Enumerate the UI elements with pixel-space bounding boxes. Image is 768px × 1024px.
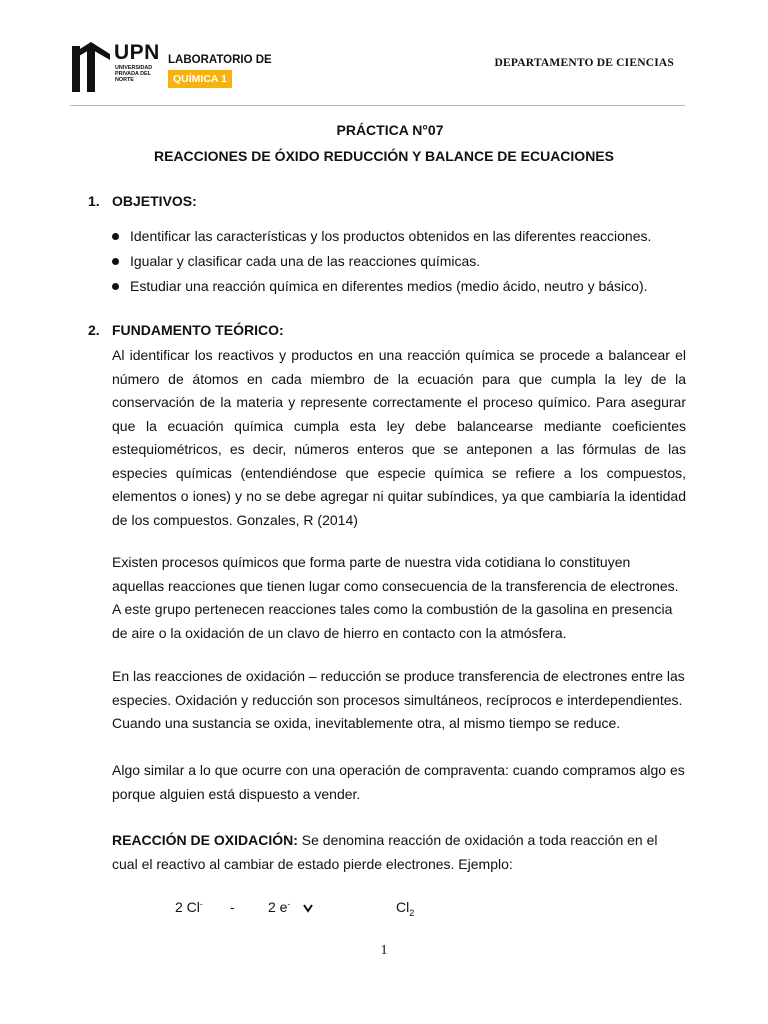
list-item [112, 274, 651, 299]
upn-logo [72, 42, 272, 94]
theory-heading-text: FUNDAMENTO TEÓRICO: [112, 322, 284, 338]
logo-lab-text: LABORATORIO DE [168, 54, 272, 66]
list-item [112, 224, 651, 249]
objective-text: Identificar las características y los productos obtenidos en las diferentes reacciones. [130, 228, 652, 244]
header-divider [70, 105, 685, 106]
objectives-heading [88, 193, 197, 209]
reactant-charge: - [199, 899, 203, 909]
reactant-text: 2 Cl [175, 899, 200, 915]
bullet-icon [112, 233, 119, 240]
page-number: 1 [380, 943, 388, 958]
oxidation-paragraph [112, 829, 686, 876]
oxidation-text: Se denomina reacción de oxidación a toda reacción en el cual el reactivo al cambiar de estado pierde electrones. Ejemplo: [112, 832, 658, 872]
bullet-icon [112, 283, 119, 290]
product-subscript: 2 [409, 907, 415, 918]
logo-upn-text: UPN [114, 41, 160, 64]
theory-paragraph-4: Algo similar a lo que ocurre con una operación de compraventa: cuando compramos algo es porque alguien está dispuesto a vender. [112, 762, 685, 802]
objective-text: Estudiar una reacción química en diferentes medios (medio ácido, neutro y básico). [130, 278, 648, 294]
objectives-number: 1. [88, 193, 100, 209]
theory-paragraph-1: Al identificar los reactivos y productos en una reacción química se procede a balancear el número de átomos en cada miembro de la ecuación para que cumpla la ley de la conservación de la materia y represente correctamente el proceso químico. Para asegurar que la ecuación química cumpla esta ley debe balancearse mediante coeficientes estequiométricos, es decir, números enteros que se anteponen a las fórmulas de las especies químicas (entendiéndose que especie química se refiere a los compuestos, elementos o iones) y no se debe agregar ni quitar subíndices, ya que cambiaría la identidad de los compuestos. Gonzales, R (2014) [112, 347, 686, 528]
page-header [0, 0, 768, 108]
theory-heading [88, 322, 284, 338]
logo-university-text: UNIVERSIDAD PRIVADA DEL NORTE [115, 65, 153, 83]
theory-paragraph-2: Existen procesos químicos que forma parte de nuestra vida cotidiana lo constituyen aquellas reacciones que tienen lugar como consecuencia de la transferencia de electrones. A este grupo pertenecen reacciones tales como la combustión de la gasolina en presencia de aire o la oxidación de un clavo de hierro en contacto con la atmósfera. [112, 554, 679, 641]
practice-topic: REACCIONES DE ÓXIDO REDUCCIÓN Y BALANCE DE ECUACIONES [154, 148, 614, 164]
department-name: DEPARTAMENTO DE CIENCIAS [494, 57, 674, 69]
objectives-list [112, 224, 651, 299]
equation-reactant [175, 899, 203, 915]
reaction-arrow-icon [302, 902, 314, 914]
product-text: Cl [396, 899, 410, 915]
list-item [112, 249, 651, 274]
electron-charge: - [287, 899, 291, 909]
equation-electrons [268, 899, 290, 915]
practice-title: PRÁCTICA N°07 [336, 122, 444, 138]
theory-paragraph-3: En las reacciones de oxidación – reducción se produce transferencia de electrones entre las especies. Oxidación y reducción son procesos simultáneos, recíprocos e interdependientes. Cuando una sustancia se oxida, inevitablemente otra, al mismo tiempo se reduce. [112, 668, 685, 731]
upn-logo-mark-icon [72, 42, 110, 92]
logo-subject-badge: QUÍMICA 1 [168, 70, 232, 88]
oxidation-label: REACCIÓN DE OXIDACIÓN: [112, 832, 298, 848]
objectives-heading-text: OBJETIVOS: [112, 193, 197, 209]
bullet-icon [112, 258, 119, 265]
objective-text: Igualar y clasificar cada una de las reacciones químicas. [130, 253, 481, 269]
equation-minus: - [230, 899, 235, 915]
electrons-text: 2 e [268, 899, 288, 915]
equation-product [396, 899, 414, 918]
theory-number: 2. [88, 322, 100, 338]
